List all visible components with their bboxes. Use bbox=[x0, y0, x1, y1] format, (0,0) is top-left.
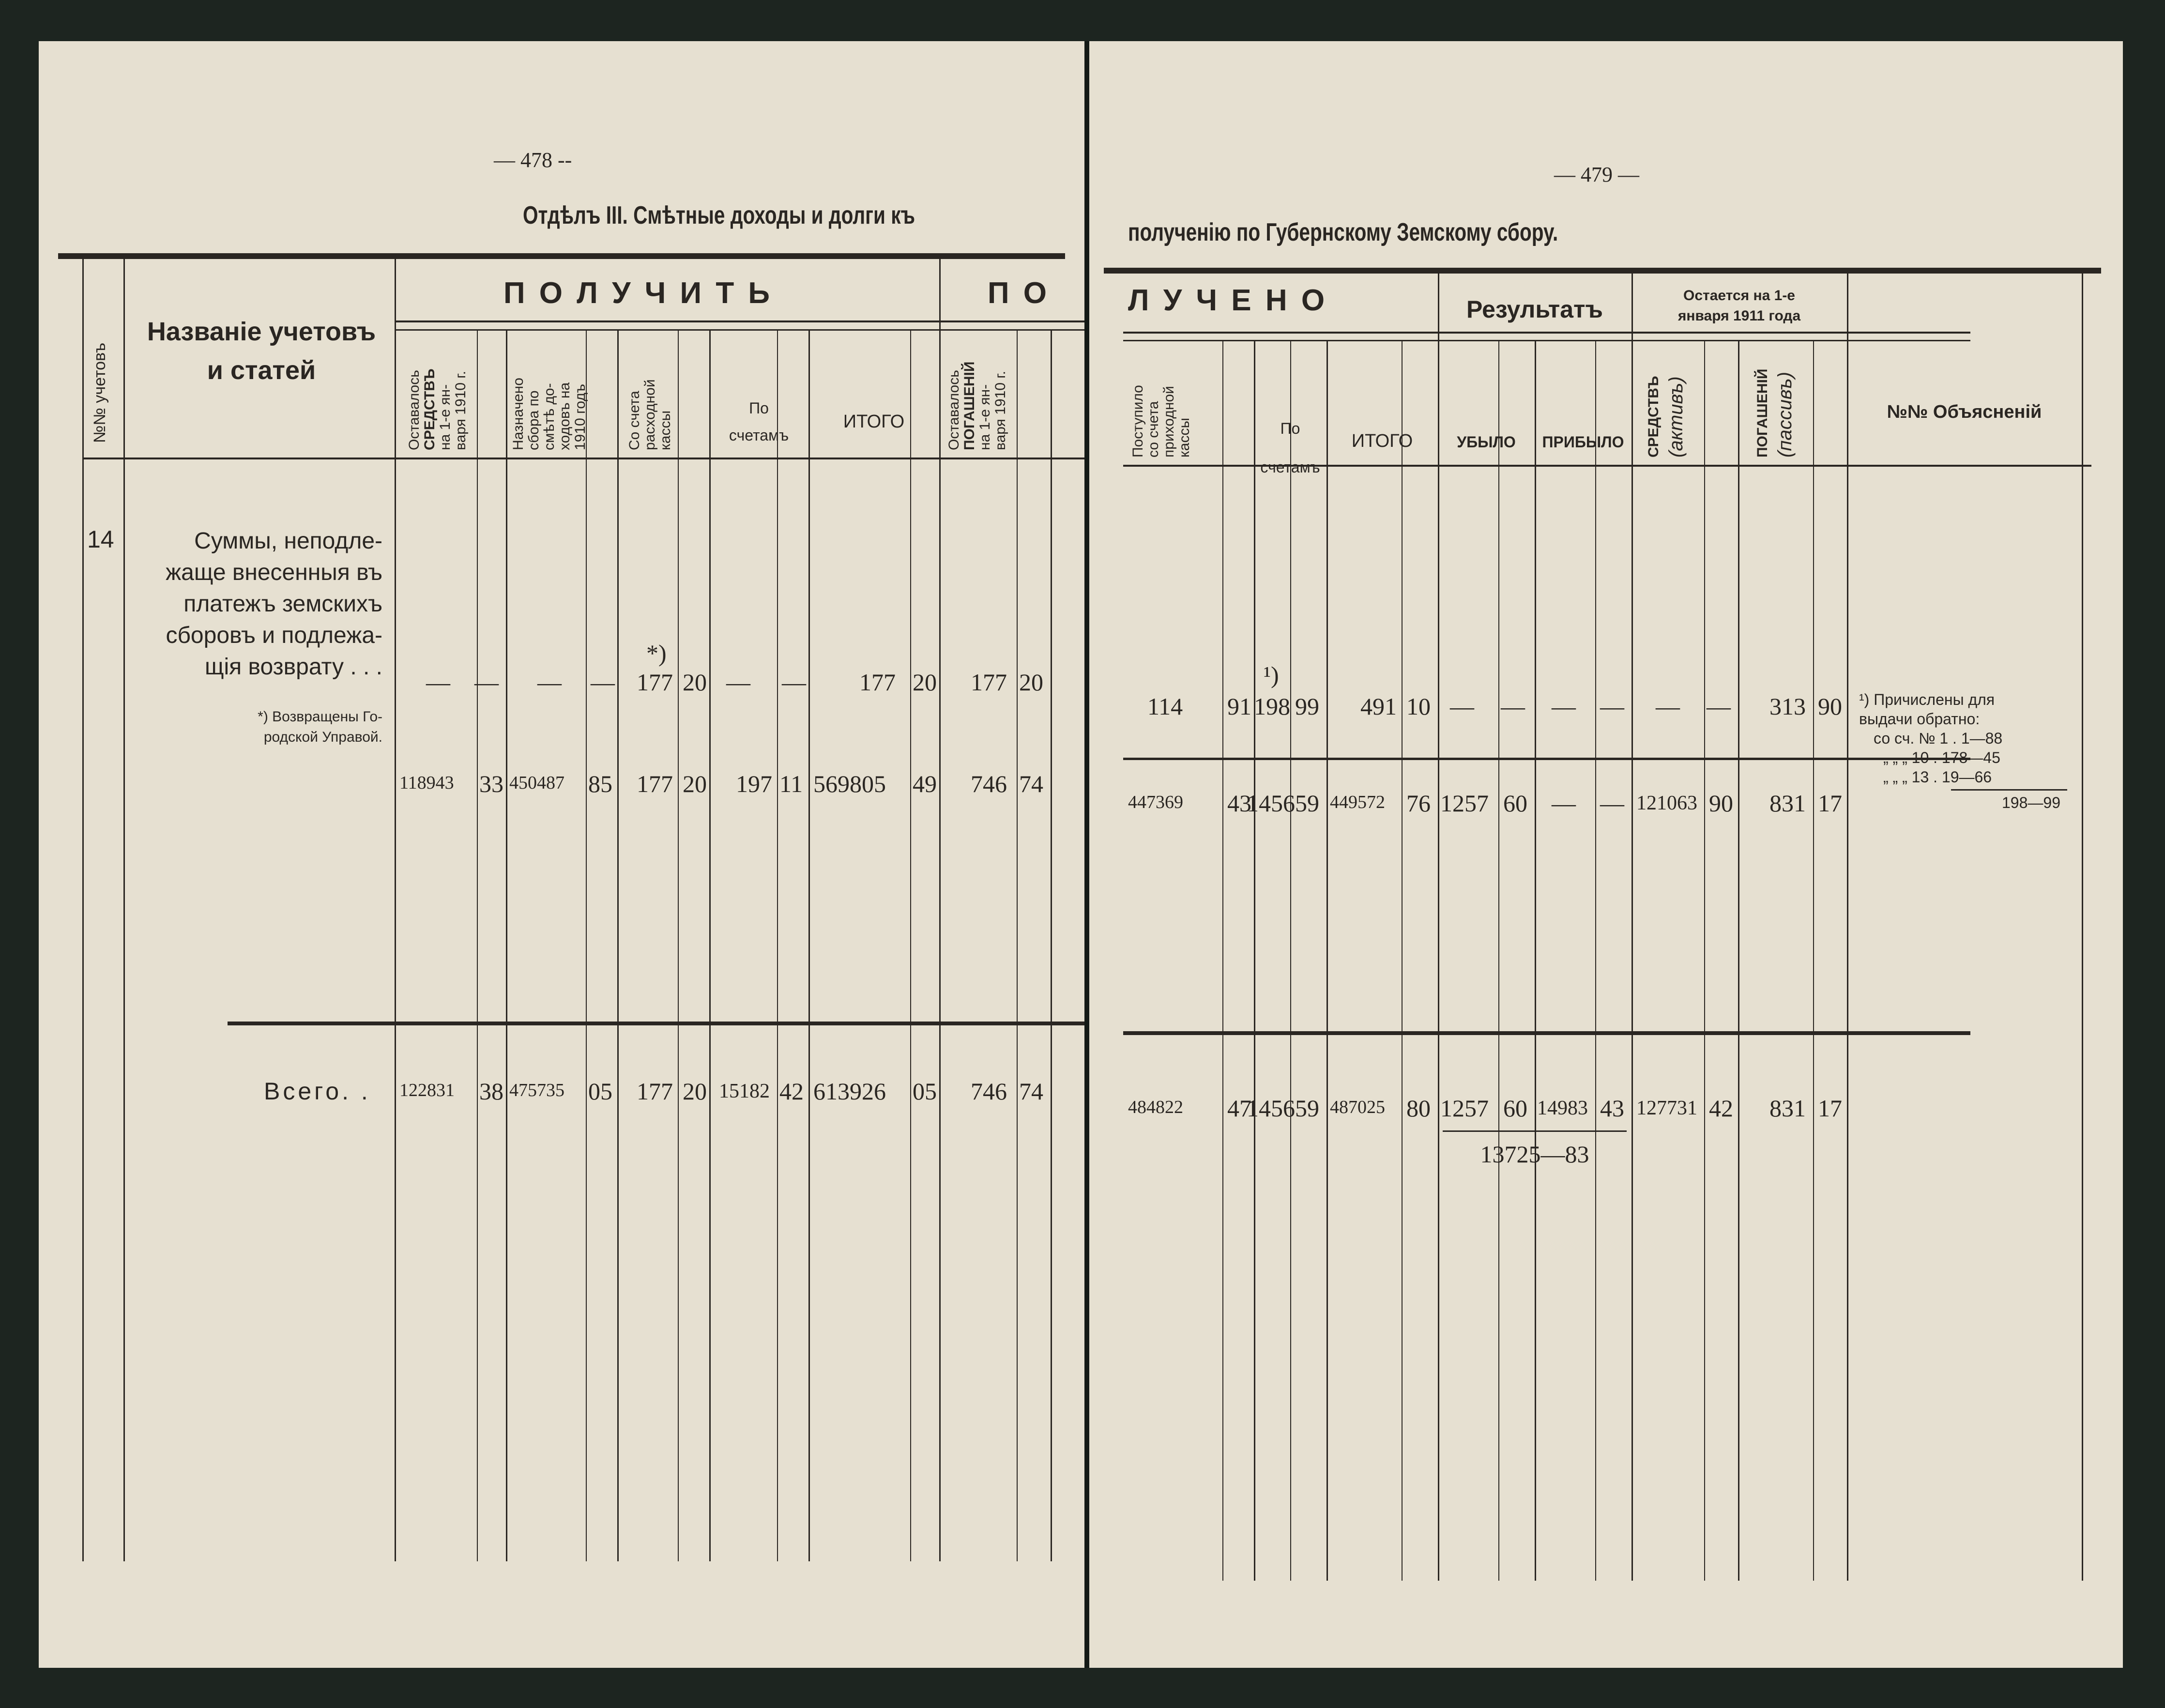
result-brace bbox=[1443, 1130, 1627, 1132]
sub-c3-rub: 177 bbox=[637, 770, 673, 797]
col-divider bbox=[678, 329, 679, 1561]
total-c4-rub: 15182 bbox=[719, 1080, 770, 1102]
col-header-assets bbox=[1646, 376, 1691, 458]
sub-c1-rub: 118943 bbox=[399, 773, 454, 793]
total-c4b-rub: 14983 bbox=[1537, 1097, 1588, 1119]
row14-dash: — bbox=[1501, 693, 1525, 720]
col-divider bbox=[1847, 274, 1848, 1581]
row14-c6-kop: 20 bbox=[1019, 669, 1043, 696]
total-label: Всего. . bbox=[264, 1078, 371, 1105]
total-c1-kop: 47 bbox=[1227, 1095, 1251, 1122]
row14-dash: — bbox=[726, 669, 750, 696]
col-header-name-line2: и статей bbox=[207, 356, 316, 385]
col-divider bbox=[1704, 341, 1705, 1581]
row14-c3-rub: 177 bbox=[637, 669, 673, 696]
row14-c6-rub: 177 bbox=[971, 669, 1007, 696]
row14-c2-rub: 198 bbox=[1254, 693, 1290, 720]
hdr-line: Оставалось bbox=[406, 370, 422, 450]
col-header-name-line1: Названіе учетовъ bbox=[147, 317, 376, 346]
sub-dash: — bbox=[1600, 790, 1624, 817]
col-divider bbox=[1438, 274, 1439, 1581]
total-c3-rub: 487025 bbox=[1330, 1097, 1385, 1117]
footnote-line: *) Возвращены Го- bbox=[258, 709, 382, 725]
sub-c6-rub: 831 bbox=[1769, 790, 1806, 817]
col-header-from-income bbox=[1130, 385, 1192, 458]
section-heading-left: Отдѣлъ III. Смѣтные доходы и долги къ bbox=[523, 201, 915, 229]
hdr-line: счетамъ bbox=[1260, 458, 1320, 476]
row14-c3-kop: 20 bbox=[683, 669, 707, 696]
total-c5-rub: 613926 bbox=[813, 1078, 886, 1105]
row14-dash: — bbox=[782, 669, 806, 696]
row14-c6-rub: 313 bbox=[1769, 693, 1806, 720]
hdr-line: ПОГАШЕНІЙ bbox=[1754, 368, 1770, 458]
total-c1-rub: 122831 bbox=[399, 1080, 455, 1100]
hdr-line: варя 1910 г. bbox=[453, 371, 469, 450]
sub-c1-rub: 447369 bbox=[1128, 792, 1183, 812]
hdr-line: ходовъ на bbox=[557, 382, 573, 450]
group-rule bbox=[395, 320, 1092, 322]
top-rule bbox=[58, 253, 1065, 259]
col-header-by-accounts bbox=[1254, 409, 1326, 487]
col-divider bbox=[808, 329, 810, 1561]
col-divider bbox=[1222, 341, 1223, 1581]
row14-c6-kop: 90 bbox=[1818, 693, 1842, 720]
hdr-line: варя 1910 г. bbox=[992, 371, 1008, 450]
total-c3-kop: 80 bbox=[1406, 1095, 1431, 1122]
group-header-remain bbox=[1631, 286, 1847, 326]
sub-c1-kop: 33 bbox=[479, 770, 503, 797]
total-c2-rub: 1456 bbox=[1247, 1095, 1295, 1122]
sub-c6-kop: 74 bbox=[1019, 770, 1043, 797]
row14-dash: — bbox=[1450, 693, 1474, 720]
total-c2-rub: 475735 bbox=[509, 1080, 564, 1100]
hdr-line: приходной bbox=[1161, 386, 1177, 458]
row14-c5-rub: 177 bbox=[859, 669, 896, 696]
col-header-loss: УБЫЛО bbox=[1457, 433, 1516, 451]
col-divider bbox=[123, 259, 125, 1561]
col-divider bbox=[1535, 341, 1536, 1581]
row14-c3-rub: 491 bbox=[1360, 693, 1397, 720]
row-text-line: платежъ земскихъ bbox=[183, 591, 382, 617]
expl-sum-rule bbox=[1951, 789, 2067, 791]
row-number: 14 bbox=[87, 526, 114, 553]
col-header-total: ИТОГО bbox=[843, 412, 905, 432]
hdr-line: сбора по bbox=[526, 390, 542, 450]
total-c1-rub: 484822 bbox=[1128, 1097, 1183, 1117]
col-divider bbox=[2082, 274, 2083, 1581]
col-divider bbox=[506, 329, 507, 1561]
row14-c1-rub: 114 bbox=[1147, 693, 1183, 720]
row14-dash: — bbox=[591, 669, 615, 696]
hdr-line: на 1-е ян- bbox=[977, 384, 993, 450]
col-divider bbox=[709, 329, 711, 1561]
col-divider bbox=[1290, 341, 1291, 1581]
sub-c5-rub: 121063 bbox=[1636, 792, 1697, 814]
group-rule-2 bbox=[395, 329, 1092, 331]
sub-dash: — bbox=[1552, 790, 1576, 817]
result-difference: 13725—83 bbox=[1480, 1141, 1589, 1168]
row14-star: *) bbox=[646, 640, 667, 667]
total-c1-kop: 38 bbox=[479, 1078, 503, 1105]
hdr-line: СРЕДСТВЪ bbox=[422, 368, 438, 450]
row-description bbox=[140, 525, 382, 683]
col-header-total: ИТОГО bbox=[1351, 431, 1413, 451]
hdr-line: (активъ) bbox=[1665, 376, 1687, 458]
sub-c4-rub: 197 bbox=[736, 770, 772, 797]
expl-line: ¹) Причислены для bbox=[1859, 691, 1995, 708]
row14-dash: — bbox=[1552, 693, 1576, 720]
col-divider bbox=[477, 329, 478, 1561]
row14-c2-kop: 99 bbox=[1295, 693, 1319, 720]
expl-line: „ „ „ 10 . 178—45 bbox=[1883, 749, 2000, 766]
hdr-line: смѣтѣ до- bbox=[541, 383, 557, 450]
col-divider bbox=[1254, 341, 1255, 1581]
group-header-result: Результатъ bbox=[1466, 296, 1603, 323]
hdr-line: ПОГАШЕНІЙ bbox=[961, 361, 977, 450]
total-c5-kop: 05 bbox=[913, 1078, 937, 1105]
col-divider bbox=[1498, 341, 1499, 1581]
total-c6-rub: 831 bbox=[1769, 1095, 1806, 1122]
row14-dash: — bbox=[537, 669, 562, 696]
sub-c4-kop: 11 bbox=[779, 770, 803, 797]
footnote-line: родской Управой. bbox=[263, 729, 382, 745]
sub-c2-rub: 450487 bbox=[509, 773, 564, 793]
col-divider bbox=[395, 259, 396, 1561]
row-text-line: щія возврату . . . bbox=[205, 654, 382, 680]
hdr-line: расходной bbox=[642, 379, 658, 450]
row14-dash: — bbox=[1707, 693, 1731, 720]
hdr-line: Оставалось bbox=[946, 370, 962, 450]
col-header-assigned bbox=[511, 378, 588, 450]
page-number-479: — 479 — bbox=[1554, 163, 1639, 186]
total-c5-rub: 127731 bbox=[1636, 1097, 1697, 1119]
sub-c2-kop: 85 bbox=[588, 770, 612, 797]
col-divider bbox=[1017, 329, 1018, 1561]
row14-dash: — bbox=[1600, 693, 1624, 720]
col-divider bbox=[777, 329, 778, 1561]
row14-c5-kop: 20 bbox=[913, 669, 937, 696]
total-c6-kop: 74 bbox=[1019, 1078, 1043, 1105]
hdr-line: 1910 годъ bbox=[572, 384, 588, 450]
col-header-number: №№ учетовъ bbox=[91, 342, 109, 443]
group-rule bbox=[1123, 332, 1970, 334]
col-divider bbox=[586, 329, 587, 1561]
row-text-line: сборовъ и подлежа- bbox=[166, 623, 382, 648]
col-divider bbox=[939, 259, 941, 1561]
hdr-line: Остается на 1-е bbox=[1683, 288, 1795, 304]
total-rule bbox=[228, 1022, 1089, 1025]
hdr-line: По bbox=[1280, 420, 1300, 437]
total-c4-rub: 1257 bbox=[1440, 1095, 1489, 1122]
hdr-line: января 1911 года bbox=[1677, 308, 1801, 324]
hdr-line: По bbox=[749, 399, 769, 417]
total-c3-kop: 20 bbox=[683, 1078, 707, 1105]
col-divider bbox=[910, 329, 911, 1561]
row-text-line: жаще внесенныя въ bbox=[166, 560, 382, 585]
total-rule bbox=[1123, 1031, 1970, 1035]
group-rule-2 bbox=[1123, 340, 1970, 341]
hdr-line: кассы bbox=[1176, 417, 1192, 458]
total-c5-kop: 42 bbox=[1709, 1095, 1733, 1122]
col-divider bbox=[1051, 329, 1052, 1561]
total-c2-kop: 05 bbox=[588, 1078, 612, 1105]
col-divider bbox=[82, 259, 84, 1561]
sub-c2-kop: 59 bbox=[1295, 790, 1319, 817]
hdr-line: Со счета bbox=[626, 391, 642, 450]
total-c6-rub: 746 bbox=[971, 1078, 1007, 1105]
group-header-received-end: Л У Ч Е Н О bbox=[1128, 284, 1328, 317]
col-header-liabilities bbox=[1755, 369, 1799, 458]
col-divider bbox=[1595, 341, 1596, 1581]
row14-dash: — bbox=[1656, 693, 1680, 720]
sub-c3-rub: 449572 bbox=[1330, 792, 1385, 812]
sub-c5-kop: 49 bbox=[913, 770, 937, 797]
total-c4-kop: 42 bbox=[779, 1078, 804, 1105]
hdr-line: Поступило bbox=[1130, 385, 1146, 458]
sub-c6-rub: 746 bbox=[971, 770, 1007, 797]
hdr-line: на 1-е ян- bbox=[437, 384, 453, 450]
sub-c1-kop: 43 bbox=[1227, 790, 1251, 817]
expl-line: выдачи обратно: bbox=[1859, 710, 1980, 728]
sub-c4-kop: 60 bbox=[1503, 790, 1527, 817]
sub-c3-kop: 76 bbox=[1406, 790, 1431, 817]
sub-c5-rub: 569805 bbox=[813, 770, 886, 797]
sub-c2-rub: 1456 bbox=[1247, 790, 1295, 817]
col-divider bbox=[1402, 341, 1403, 1581]
total-c2-kop: 59 bbox=[1295, 1095, 1319, 1122]
row14-dash: — bbox=[474, 669, 499, 696]
hdr-line: (пассивъ) bbox=[1774, 371, 1796, 458]
col-header-assets-1910 bbox=[407, 368, 469, 450]
hdr-line: со счета bbox=[1145, 401, 1161, 458]
sub-c6-kop: 17 bbox=[1818, 790, 1842, 817]
col-header-by-accounts bbox=[709, 395, 808, 449]
expl-line: со сч. № 1 . 1—88 bbox=[1874, 730, 2003, 747]
explanation-sum: 198—99 bbox=[2002, 794, 2060, 811]
page-number-478: — 478 -- bbox=[494, 148, 572, 172]
sub-c4-rub: 1257 bbox=[1440, 790, 1489, 817]
row-footnote bbox=[174, 707, 382, 747]
hdr-line: кассы bbox=[657, 410, 673, 450]
top-rule bbox=[1104, 268, 2101, 274]
col-header-profit: ПРИБЫЛО bbox=[1542, 433, 1624, 451]
total-c3-rub: 177 bbox=[637, 1078, 673, 1105]
col-divider bbox=[617, 329, 619, 1561]
total-c4-kop: 60 bbox=[1503, 1095, 1527, 1122]
hdr-line: СРЕДСТВЪ bbox=[1646, 376, 1662, 458]
col-divider bbox=[1738, 341, 1739, 1581]
hdr-line: Назначено bbox=[510, 378, 526, 450]
row14-dash: — bbox=[426, 669, 450, 696]
row14-c3-kop: 10 bbox=[1406, 693, 1431, 720]
hdr-line: счетамъ bbox=[729, 427, 789, 444]
col-header-liabilities-1910 bbox=[946, 362, 1008, 450]
col-divider bbox=[1631, 274, 1633, 1581]
col-divider bbox=[1813, 341, 1814, 1581]
sub-rule bbox=[1123, 758, 1970, 760]
left-page bbox=[39, 41, 1084, 1668]
expl-line: „ „ „ 13 . 19—66 bbox=[1883, 768, 1992, 786]
col-header-explanations: №№ Объясненій bbox=[1887, 402, 2042, 422]
row-text-line: Суммы, неподле- bbox=[194, 528, 382, 554]
row14-c1-kop: 91 bbox=[1227, 693, 1251, 720]
group-header-receive: П О Л У Ч И Т Ь bbox=[503, 276, 773, 310]
book-spine bbox=[1084, 41, 1089, 1668]
group-header-received-start: П О bbox=[988, 276, 1050, 310]
total-c4b-kop: 43 bbox=[1600, 1095, 1624, 1122]
section-heading-right: полученію по Губернскому Земскому сбору. bbox=[1128, 218, 1558, 246]
col-header-from-expense bbox=[627, 379, 673, 450]
right-page bbox=[1089, 41, 2123, 1668]
total-c6-kop: 17 bbox=[1818, 1095, 1842, 1122]
explanation-note bbox=[1859, 690, 2002, 787]
col-header-name bbox=[128, 312, 395, 390]
sub-c5-kop: 90 bbox=[1709, 790, 1733, 817]
sub-c3-kop: 20 bbox=[683, 770, 707, 797]
col-divider bbox=[1326, 341, 1328, 1581]
row14-mark: ¹) bbox=[1264, 661, 1279, 688]
